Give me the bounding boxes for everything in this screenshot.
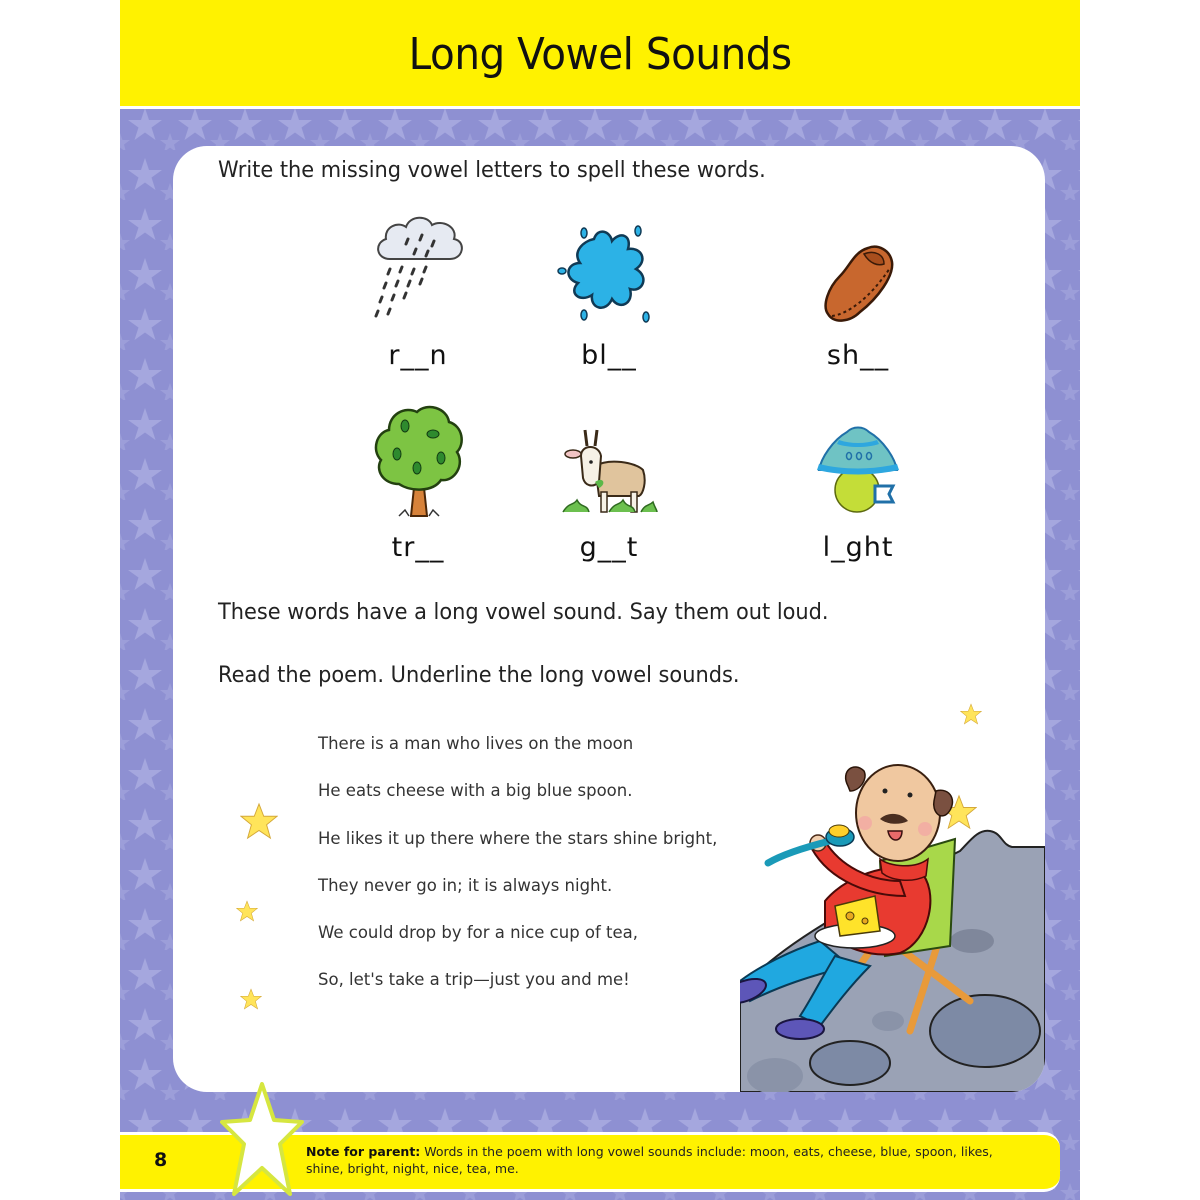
word-item-light	[758, 408, 958, 563]
worksheet-card	[173, 146, 1045, 1092]
tree-icon	[371, 400, 466, 518]
word-item-rain	[318, 216, 518, 371]
poem-line: They never go in; it is always night.	[318, 875, 613, 895]
lamp-icon	[813, 418, 903, 518]
footer-star-icon	[220, 1082, 304, 1200]
exercise1-instruction: Write the missing vowel letters to spell these words.	[218, 158, 766, 183]
poem-line: So, let's take a trip—just you and me!	[318, 970, 630, 990]
poem-line: He eats cheese with a big blue spoon.	[318, 781, 633, 801]
word-item-shoe	[758, 216, 958, 371]
rain-cloud-icon	[368, 211, 468, 326]
star-icon	[240, 988, 262, 1010]
page-number: 8	[154, 1149, 168, 1171]
missing-vowel-word: tr__	[391, 532, 445, 563]
poem	[318, 734, 717, 1018]
word-item-tree	[318, 408, 518, 563]
missing-vowel-word: sh__	[826, 340, 890, 371]
parent-note-label: Note for parent:	[306, 1144, 421, 1159]
blue-splash-icon	[554, 221, 664, 326]
missing-vowel-word: l_ght	[822, 532, 894, 563]
man-on-moon-illustration	[740, 691, 1045, 1092]
parent-note-text: Words in the poem with long vowel sounds include: moon, eats, cheese, blue, spoon, likes, shine, bright, night, nice, tea, me.	[306, 1144, 993, 1176]
missing-vowel-word: g__t	[579, 532, 639, 563]
goat-icon	[559, 426, 659, 518]
shoe-icon	[818, 236, 898, 326]
missing-vowel-word: r__n	[388, 340, 448, 371]
star-icon	[236, 900, 258, 922]
exercise2-statement: These words have a long vowel sound. Say them out loud.	[218, 600, 829, 625]
parent-note	[306, 1143, 1026, 1177]
missing-vowel-word: bl__	[581, 340, 637, 371]
star-icon	[240, 802, 278, 840]
exercise2-instruction: Read the poem. Underline the long vowel sounds.	[218, 663, 740, 688]
poem-line: We could drop by for a nice cup of tea,	[318, 923, 639, 943]
title-banner	[120, 0, 1080, 109]
poem-line: There is a man who lives on the moon	[318, 734, 634, 753]
word-item-blue	[509, 216, 709, 371]
poem-line: He likes it up there where the stars shine bright,	[318, 828, 718, 848]
word-item-goat	[509, 408, 709, 563]
workbook-page	[120, 0, 1080, 1200]
page-title: Long Vowel Sounds	[408, 28, 792, 80]
